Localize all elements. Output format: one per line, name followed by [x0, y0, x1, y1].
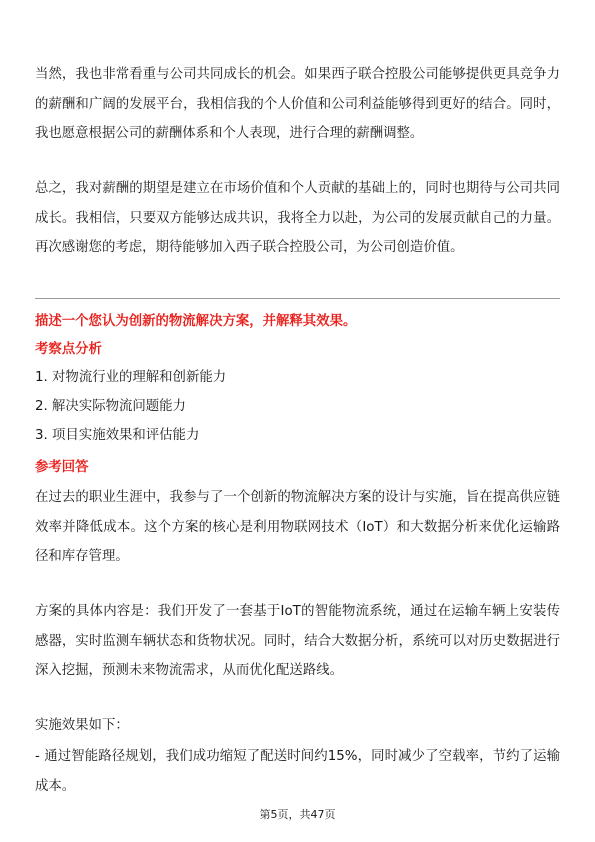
- analysis-point: 3. 项目实施效果和评估能力: [35, 428, 200, 443]
- page-number: 第5页，共47页: [259, 808, 336, 821]
- analysis-heading: 考察点分析: [35, 342, 102, 357]
- question-title: 描述一个您认为创新的物流解决方案，并解释其效果。: [35, 314, 357, 329]
- answer-effects-label: 实施效果如下：: [35, 718, 129, 733]
- answer-paragraph-intro: 在过去的职业生涯中，我参与了一个创新的物流解决方案的设计与实施，旨在提高供应链效率并降低成本。这个方案的核心是利用物联网技术（IoT）和大数据分析来优化运输路径和库存管理。: [35, 490, 560, 564]
- answer-heading: 参考回答: [35, 460, 89, 475]
- paragraph-salary-growth: 当然，我也非常看重与公司共同成长的机会。如果西子联合控股公司能够提供更具竞争力的薪酬和广阔的发展平台，我相信我的个人价值和公司利益能够得到更好的结合。同时，我也愿意根据公司的薪酬体系和个人表现，进行合理的薪酬调整。: [35, 67, 560, 141]
- answer-paragraph-details: 方案的具体内容是：我们开发了一套基于IoT的智能物流系统，通过在运输车辆上安装传感器，实时监测车辆状态和货物状况。同时，结合大数据分析，系统可以对历史数据进行深入挖掘，预测未来物流需求，从而优化配送路线。: [35, 604, 560, 678]
- paragraph-salary-summary: 总之，我对薪酬的期望是建立在市场价值和个人贡献的基础上的，同时也期待与公司共同成长。我相信，只要双方能够达成共识，我将全力以赴，为公司的发展贡献自己的力量。再次感谢您的考虑，期待能够加入西子联合控股公司，为公司创造价值。: [35, 181, 560, 255]
- section-divider: [35, 298, 560, 299]
- answer-effect-item: - 通过智能路径规划，我们成功缩短了配送时间约15%，同时减少了空载率，节约了运输成本。: [35, 749, 560, 794]
- analysis-point: 1. 对物流行业的理解和创新能力: [35, 370, 227, 385]
- analysis-point: 2. 解决实际物流问题能力: [35, 399, 186, 414]
